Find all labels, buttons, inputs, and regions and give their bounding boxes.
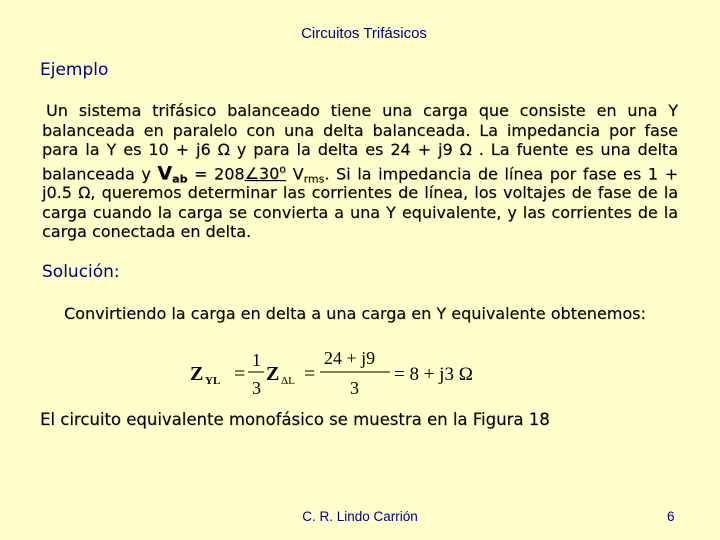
eq-equals-2: =: [304, 363, 316, 385]
eq-lhs-sub: YL: [205, 375, 221, 387]
voltage-angle: [245, 164, 286, 183]
voltage-unit-sub: rms: [303, 171, 325, 185]
equation-svg: [190, 344, 500, 400]
eq-mid: Z: [266, 363, 280, 385]
figure-reference-text: El circuito equivalente monofásico se muestra en la Figura 18: [40, 410, 550, 429]
angle-value: 30: [258, 163, 280, 183]
eq-frac2-den: 3: [350, 378, 359, 398]
impedance-equation: [190, 344, 500, 400]
degree-symbol: o: [279, 162, 287, 176]
example-heading: Ejemplo: [40, 60, 109, 80]
eq-equals-1: =: [234, 363, 246, 385]
voltage-unit: V: [286, 163, 304, 183]
eq-frac2-num: 24 + j9: [324, 348, 376, 368]
eq-frac1-den: 3: [252, 378, 261, 398]
slide-header-title: Circuitos Trifásicos: [301, 25, 427, 42]
eq-mid-sub: ΔL: [281, 375, 295, 387]
eq-result: = 8 + j3 Ω: [394, 364, 473, 385]
example-paragraph: [42, 101, 678, 242]
angle-symbol: ∠: [244, 163, 259, 183]
voltage-symbol: V: [157, 161, 173, 184]
eq-lhs: Z: [190, 363, 204, 385]
solution-paragraph: [42, 304, 656, 324]
example-text-part2: . Si la impedancia de línea por fase es 1 + j0.5 Ω, queremos determinar las corrientes de línea, los voltajes de fase de la carga cuando la carga se convierta a una Y equivalente, y las corrientes de la carga conectada en delta.: [42, 163, 679, 242]
eq-frac1-num: 1: [252, 350, 261, 370]
voltage-subscript: ab: [172, 171, 188, 185]
footer-page-number: 6: [667, 509, 675, 524]
footer-author: C. R. Lindo Carrión: [302, 509, 418, 524]
solution-heading: Solución:: [42, 262, 120, 282]
example-text-part1: Un sistema trifásico balanceado tiene una carga que consiste en una Y balanceada en paralelo con una delta balanceada. La impedancia por fase para la Y es 10 + j6 Ω y para la delta es 24 + j9 Ω . La fuente es una delta balanceada y: [42, 101, 678, 183]
voltage-value: = 208: [187, 163, 245, 183]
solution-text: Convirtiendo la carga en delta a una carga en Y equivalente obtenemos:: [64, 304, 646, 323]
